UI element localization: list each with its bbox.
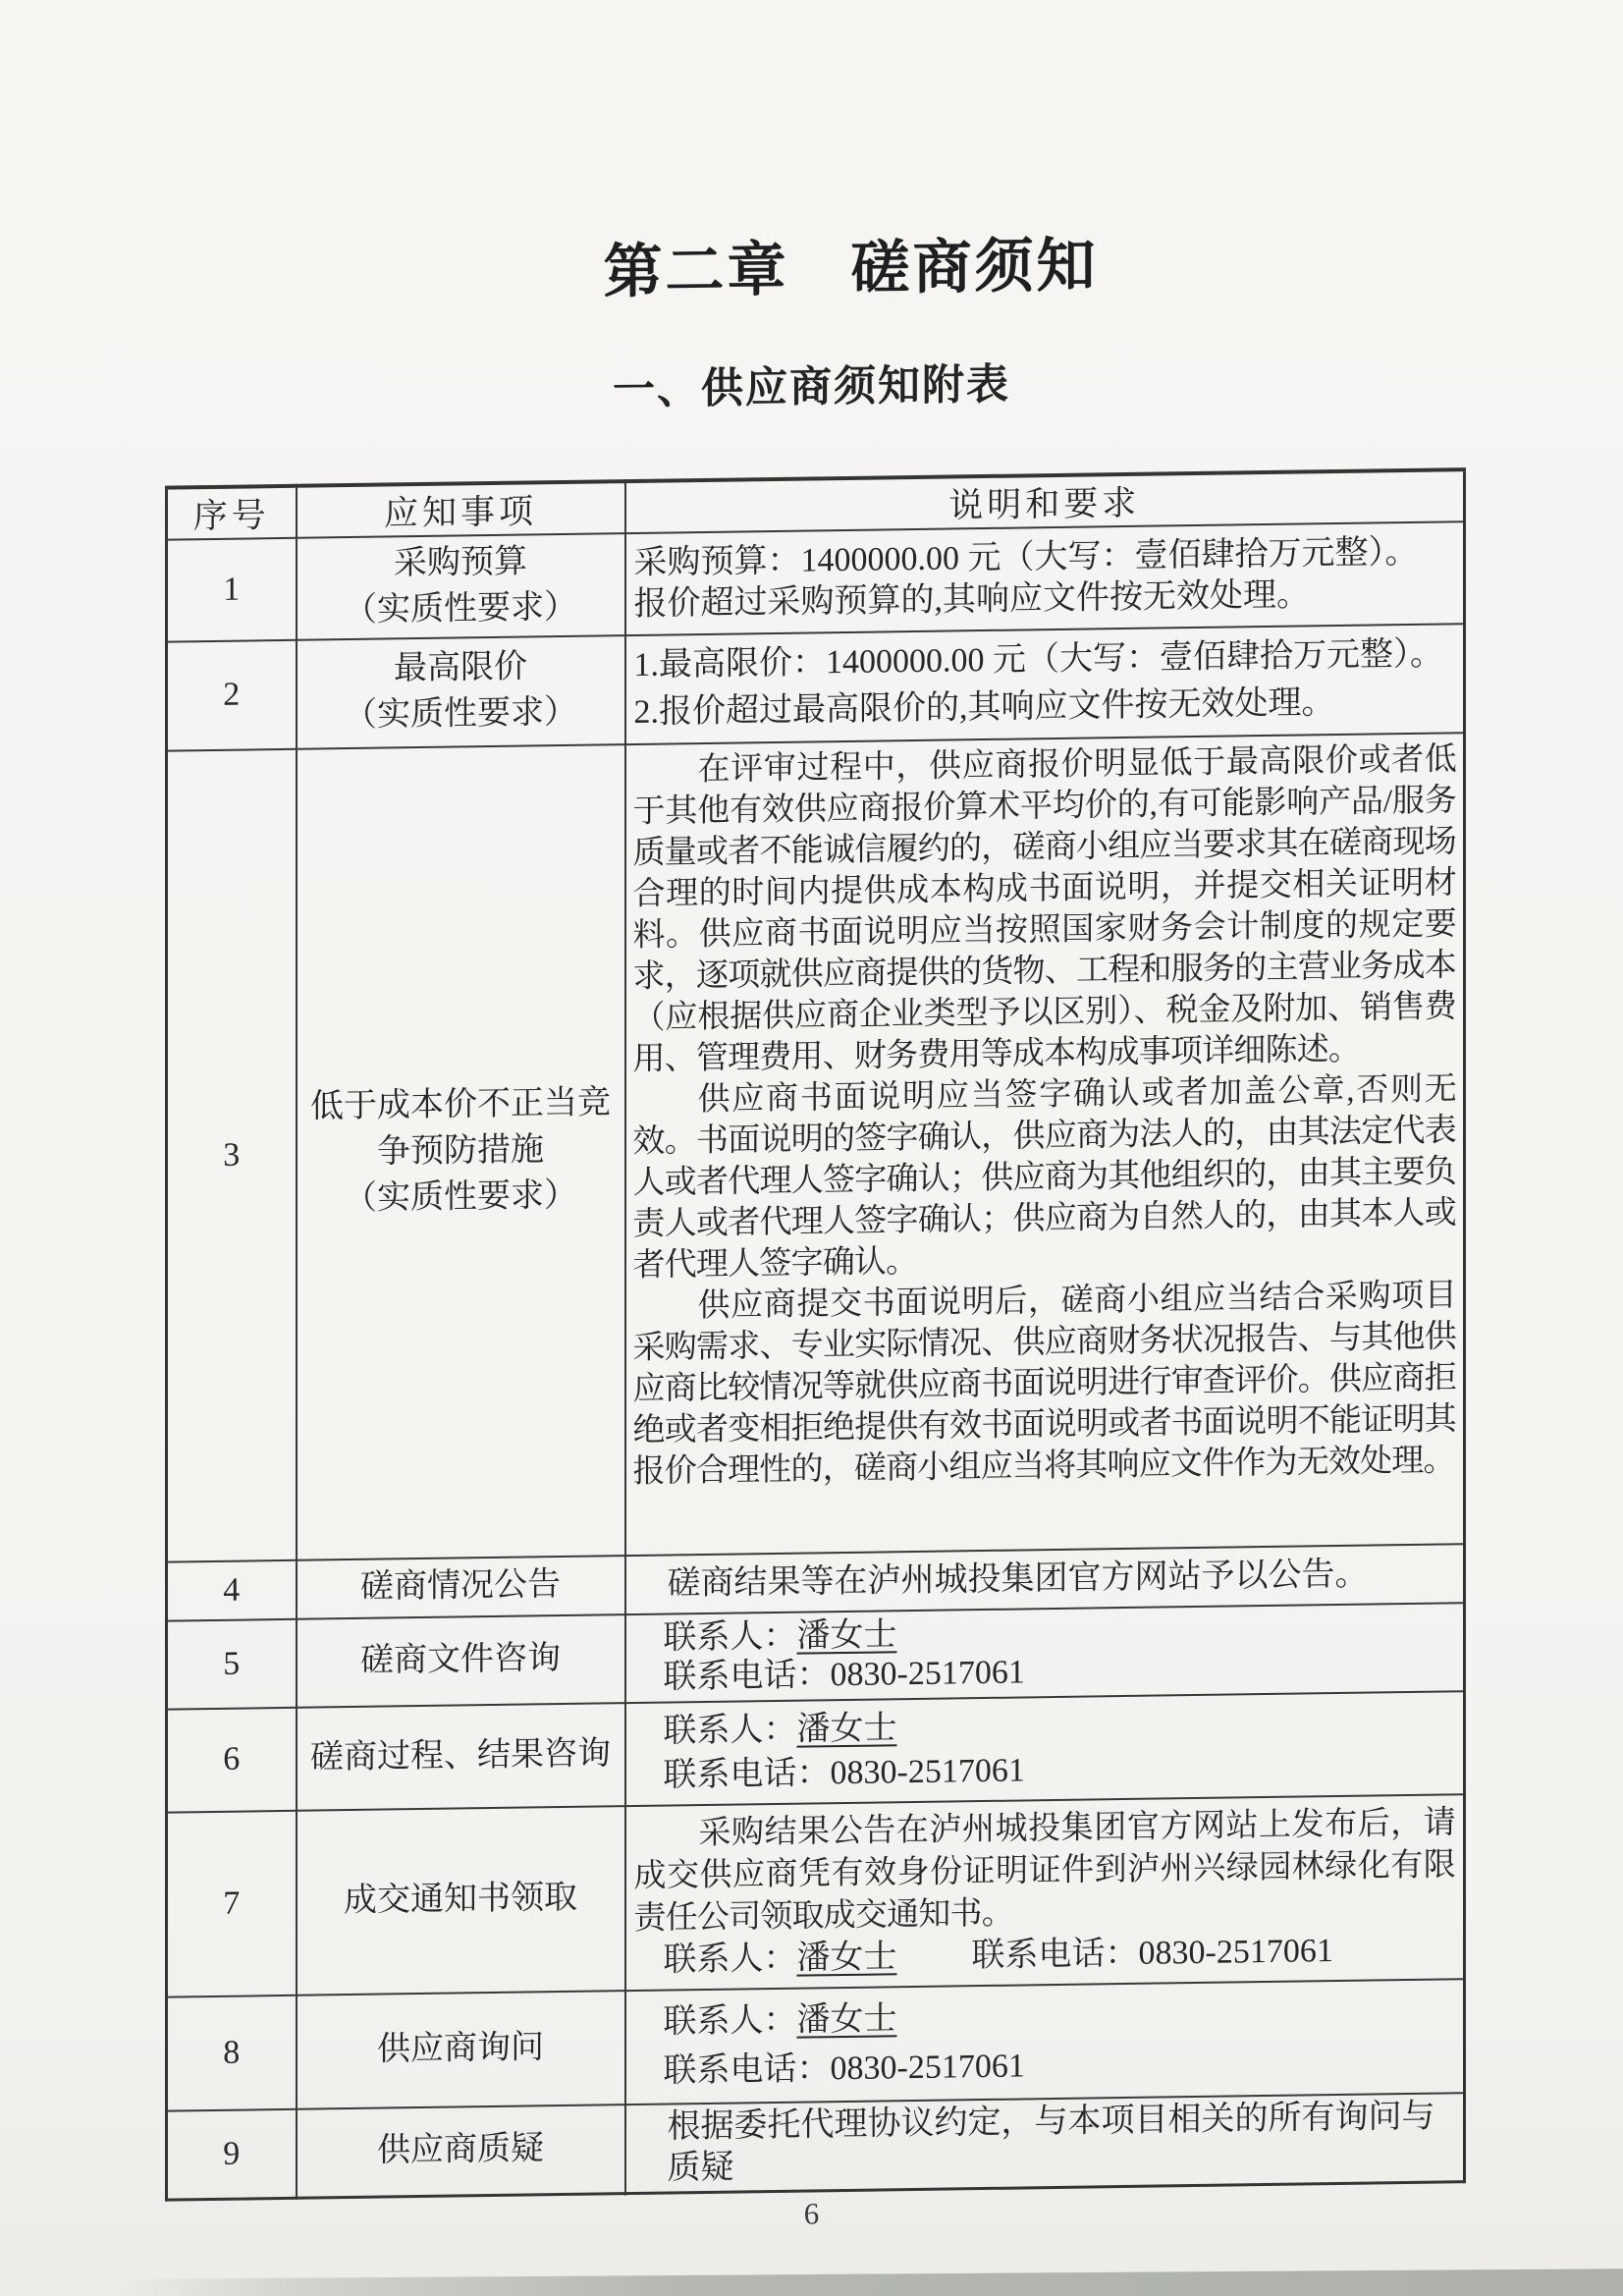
description-line: 磋商结果等在泸州城投集团官方网站予以公告。 bbox=[667, 1556, 1369, 1603]
spacer bbox=[897, 1966, 972, 1967]
row-number: 4 bbox=[167, 1560, 297, 1621]
page-number: 6 bbox=[803, 2196, 820, 2231]
item-line: 供应商质疑 bbox=[377, 2130, 544, 2169]
row-item bbox=[297, 1556, 625, 1619]
table-row bbox=[167, 2093, 1465, 2200]
row-description bbox=[625, 624, 1465, 744]
row-description bbox=[625, 1603, 1465, 1703]
row-number: 3 bbox=[167, 749, 297, 1562]
row-item bbox=[297, 635, 625, 749]
item-line: 供应商询问 bbox=[377, 2029, 544, 2068]
paragraph: 在评审过程中，供应商报价明显低于最高限价或者低于其他有效供应商报价算术平均价的,有可能影响产品/服务质量或者不能诚信履约的，磋商小组应当要求其在磋商现场合理的时间内提供成本构成书面说明，并提交相关证明材料。供应商书面说明应当按照国家财务会计制度的规定要求，逐项就供应商提供的货物、工程和服务的主营业务成本（应根据供应商企业类型予以区别）、税金及附加、销售费用、管理费用、财务费用等成本构成事项详细陈述。 bbox=[632, 741, 1456, 1077]
contact-phone-label: 联系电话： bbox=[663, 1755, 831, 1794]
row-item bbox=[297, 1991, 625, 2109]
row-number: 8 bbox=[167, 1995, 297, 2111]
table-row bbox=[167, 733, 1465, 1561]
row-number: 1 bbox=[167, 538, 297, 642]
item-line: 低于成本价不正当竞 bbox=[310, 1084, 611, 1126]
contact-person-label: 联系人： bbox=[663, 1617, 797, 1657]
contact-phone-number: 0830-2517061 bbox=[830, 2048, 1025, 2088]
row-number: 9 bbox=[167, 2109, 297, 2200]
row-item bbox=[297, 1614, 625, 1708]
contact-person-name: 潘女士 bbox=[796, 1710, 897, 1748]
contact-phone-label: 联系电话： bbox=[663, 2050, 831, 2090]
paragraph: 采购结果公告在泸州城投集团官方网站上发布后，请成交供应商凭有效身份证明证件到泸州兴绿园林绿化有限责任公司领取成交通知书。 bbox=[633, 1805, 1455, 1938]
description-line: 2.报价超过最高限价的,其响应文件按无效处理。 bbox=[633, 684, 1335, 732]
chapter-title: 第二章 磋商须知 bbox=[603, 233, 1099, 305]
item-line: 采购预算 bbox=[394, 543, 527, 582]
contact-phone-number: 0830-2517061 bbox=[830, 1654, 1025, 1694]
description-line: 1.最高限价：1400000.00 元（大写：壹佰肆拾万元整）。 bbox=[633, 635, 1443, 684]
row-number: 5 bbox=[167, 1619, 297, 1710]
item-line: （实质性要求） bbox=[344, 694, 577, 735]
row-description bbox=[625, 733, 1465, 1556]
item-line: （实质性要求） bbox=[344, 588, 577, 629]
header-serial-number: 序号 bbox=[167, 486, 297, 540]
row-item bbox=[297, 1703, 625, 1811]
item-line: （实质性要求） bbox=[344, 1177, 577, 1218]
contact-person-label: 联系人： bbox=[663, 1711, 797, 1750]
paragraph: 供应商提交书面说明后，磋商小组应当结合采购项目采购需求、专业实际情况、供应商财务状况报告、与其他供应商比较情况等就供应商书面说明进行审查评价。供应商拒绝或者变相拒绝提供有效书面说明或者书面说明不能证明其报价合理性的，磋商小组应当将其响应文件作为无效处理。 bbox=[632, 1278, 1456, 1490]
contact-phone-line bbox=[634, 2036, 1456, 2097]
row-item bbox=[297, 533, 625, 639]
description-line: 采购预算：1400000.00 元（大写：壹佰肆拾万元整）。 bbox=[633, 533, 1419, 581]
row-number: 2 bbox=[167, 640, 297, 751]
row-item bbox=[297, 1806, 625, 1995]
row-description bbox=[625, 2093, 1465, 2193]
row-item bbox=[297, 744, 625, 1560]
contact-person-name: 潘女士 bbox=[796, 1616, 897, 1655]
description-line: 报价超过采购预算的,其响应文件按无效处理。 bbox=[633, 576, 1310, 623]
contact-person-name: 潘女士 bbox=[796, 2000, 897, 2039]
contact-person-label: 联系人： bbox=[663, 2001, 797, 2041]
section-title: 一、供应商须知附表 bbox=[613, 361, 1010, 414]
item-line: 争预防措施 bbox=[377, 1131, 544, 1171]
item-line: 磋商文件咨询 bbox=[360, 1640, 561, 1680]
row-description bbox=[625, 1691, 1465, 1806]
header-item: 应知事项 bbox=[297, 481, 625, 538]
table-row bbox=[167, 1691, 1465, 1812]
description-line: 根据委托代理协议约定，与本项目相关的所有询问与质疑 bbox=[667, 2098, 1435, 2187]
row-description bbox=[625, 1794, 1465, 1991]
row-number: 7 bbox=[167, 1811, 297, 1997]
row-description bbox=[625, 521, 1465, 635]
table-row bbox=[167, 521, 1465, 641]
row-description bbox=[625, 1979, 1465, 2105]
item-line: 磋商情况公告 bbox=[360, 1566, 561, 1607]
header-description: 说明和要求 bbox=[625, 469, 1465, 533]
contact-person-label: 联系人： bbox=[663, 1940, 797, 1979]
supplier-notice-table bbox=[165, 467, 1466, 2201]
contact-phone-label: 联系电话： bbox=[971, 1936, 1139, 1975]
contact-phone-number: 0830-2517061 bbox=[830, 1752, 1025, 1792]
contact-phone-number: 0830-2517061 bbox=[1138, 1933, 1333, 1973]
item-line: 磋商过程、结果咨询 bbox=[310, 1735, 611, 1777]
description-paragraphs bbox=[633, 738, 1457, 1540]
table-row bbox=[167, 624, 1465, 750]
table-row bbox=[167, 1794, 1465, 1996]
table-row bbox=[167, 1979, 1465, 2110]
contact-phone-label: 联系电话： bbox=[663, 1657, 831, 1696]
contact-person-name: 潘女士 bbox=[796, 1939, 897, 1977]
row-item bbox=[297, 2105, 625, 2198]
item-line: 成交通知书领取 bbox=[344, 1880, 577, 1920]
paragraph: 供应商书面说明应当签字确认或者加盖公章,否则无效。书面说明的签字确认，供应商为法人的，由其法定代表人或者代理人签字确认；供应商为其他组织的，由其主要负责人或者代理人签字确认；供应商为自然人的，由其本人或者代理人签字确认。 bbox=[632, 1071, 1456, 1284]
item-line: 最高限价 bbox=[394, 648, 527, 687]
row-number: 6 bbox=[167, 1708, 297, 1813]
